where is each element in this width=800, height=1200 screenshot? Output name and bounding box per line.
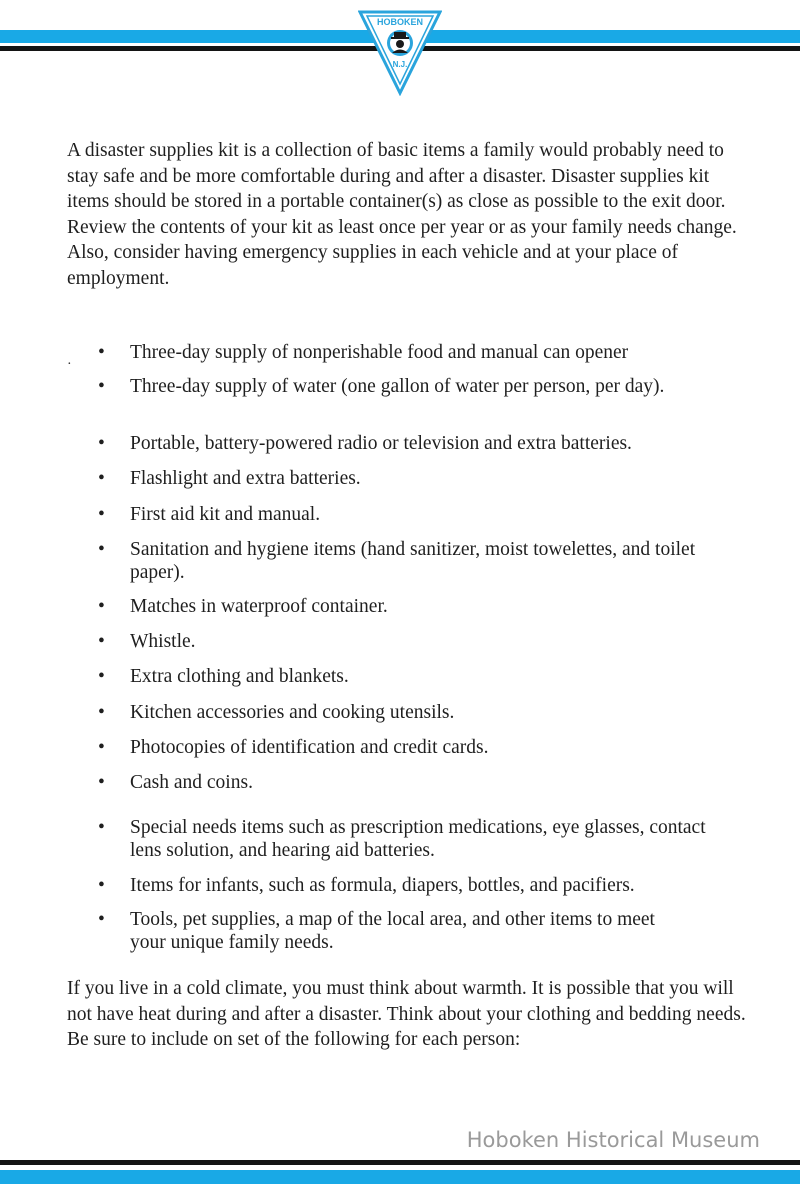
hoboken-seal-icon [387,30,413,56]
bullet-icon: • [98,702,105,723]
bullet-icon: • [98,666,105,687]
list-item-text: Cash and coins. [130,772,253,793]
list-item-text: Tools, pet supplies, a map of the local area, and other items to meet your unique family needs. [130,909,655,953]
stray-mark: · [67,357,72,372]
list-item-text: First aid kit and manual. [130,504,321,525]
list-item-text: Kitchen accessories and cooking utensils. [130,702,455,723]
bullet-icon: • [98,909,105,930]
list-item-text: Flashlight and extra batteries. [130,468,361,489]
logo-top-text: HOBOKEN [376,17,424,27]
bullet-icon: • [98,433,105,454]
list-item-text: Matches in waterproof container. [130,596,388,617]
closing-paragraph: If you live in a cold climate, you must think about warmth. It is possible that you will not have heat during and after a disaster. Think about your clothing and bedding needs. Be sure to include on set of the following for each person: [67,978,746,1050]
bullet-icon: • [98,631,105,652]
intro-paragraph: A disaster supplies kit is a collection of basic items a family would probably need to stay safe and be more comfortable during and after a disaster. Disaster supplies kit items should be stored in a portable container(s) as close as possible to the exit door. Review the contents of your kit as least once per year or as your family needs change. Also, consider having emergency supplies in each vehicle and at your place of employment. [67,140,737,289]
footer-stripe-blue [0,1170,800,1184]
bullet-icon: • [98,772,105,793]
hoboken-seal-logo [358,10,442,96]
bullet-icon: • [98,342,105,363]
list-item-text: Items for infants, such as formula, diapers, bottles, and pacifiers. [130,875,635,896]
list-item-text: Whistle. [130,631,196,652]
bullet-icon: • [98,468,105,489]
list-item-text: Photocopies of identification and credit cards. [130,737,489,758]
bullet-icon: • [98,596,105,617]
list-item-text: Special needs items such as prescription medications, eye glasses, contact lens solution, and hearing aid batteries. [130,817,706,861]
footer-stripe-black [0,1160,800,1165]
bullet-icon: • [98,504,105,525]
list-item-text: Three-day supply of water (one gallon of water per person, per day). [130,376,665,397]
bullet-icon: • [98,817,105,838]
list-item-text: Portable, battery-powered radio or television and extra batteries. [130,433,632,454]
bullet-icon: • [98,875,105,896]
list-item-text: Three-day supply of nonperishable food and manual can opener [130,342,629,363]
bullet-icon: • [98,376,105,397]
bullet-icon: • [98,737,105,758]
logo-bottom-text: N.J. [392,60,408,69]
museum-watermark: Hoboken Historical Museum [466,1128,760,1152]
bullet-icon: • [98,539,105,560]
list-item-text: Sanitation and hygiene items (hand sanitizer, moist towelettes, and toilet paper). [130,539,696,583]
list-item-text: Extra clothing and blankets. [130,666,349,687]
